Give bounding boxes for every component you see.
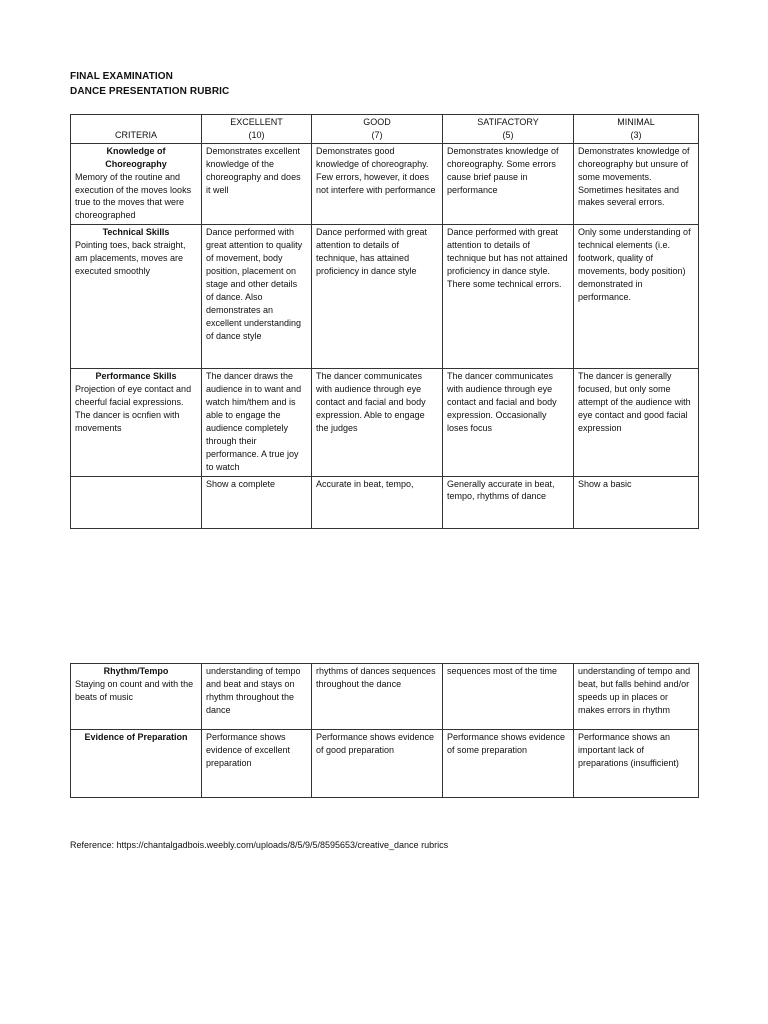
minimal-cell: The dancer is generally focused, but only some attempt of the audience with eye contact and good facial expression — [574, 369, 699, 476]
table-row — [71, 369, 699, 476]
good-cell: Dance performed with great attention to details of technique, has attained proficiency in dance style — [312, 225, 443, 369]
criteria-cell — [71, 369, 202, 476]
minimal-cell: Demonstrates knowledge of choreography but unsure of some movements. Sometimes hesitates and makes several errors. — [574, 143, 699, 224]
header-satisfactory — [443, 115, 574, 144]
criteria-name: Knowledge of Choreography — [105, 145, 167, 169]
reference-text: Reference: https://chantalgadbois.weebly.com/uploads/8/5/9/5/8595653/creative_dance rubrics — [70, 840, 449, 850]
header-row — [71, 115, 699, 144]
criteria-name: Performance Skills — [95, 371, 177, 382]
header-minimal-points: (3) — [630, 129, 642, 140]
rubric-table — [70, 114, 699, 529]
minimal-cell: Performance shows an important lack of preparations (insufficient) — [574, 730, 699, 798]
excellent-cell: understanding of tempo and beat and stays on rhythm throughout the dance — [202, 664, 312, 730]
exam-title: FINAL EXAMINATION — [70, 71, 173, 82]
header-minimal — [574, 115, 699, 144]
header-good — [312, 115, 443, 144]
header-good-label: GOOD — [363, 117, 391, 127]
excellent-cell: Performance shows evidence of excellent preparation — [202, 730, 312, 798]
satisfactory-cell: Demonstrates knowledge of choreography. Some errors cause brief pause in performance — [443, 143, 574, 224]
criteria-name: Technical Skills — [102, 227, 170, 238]
header-minimal-label: MINIMAL — [617, 117, 655, 127]
criteria-cell — [71, 225, 202, 369]
excellent-cell: Dance performed with great attention to quality of movement, body position, placement on stage and other details of dance. Also demonstrates an excellent understanding of dance style — [202, 225, 312, 369]
satisfactory-cell: Generally accurate in beat, tempo, rhythms of dance — [443, 476, 574, 528]
rubric-title: DANCE PRESENTATION RUBRIC — [70, 86, 230, 97]
header-excellent-points: (10) — [248, 129, 265, 140]
excellent-cell: The dancer draws the audience in to want and watch him/them and is able to engage the audience completely through their performance. A true joy to watch — [202, 369, 312, 476]
header-good-points: (7) — [371, 129, 383, 140]
satisfactory-cell: The dancer communicates with audience through eye contact and facial and body expression. Occasionally loses focus — [443, 369, 574, 476]
good-cell: Performance shows evidence of good preparation — [312, 730, 443, 798]
table-row — [71, 664, 699, 730]
rubric-table-continued — [70, 663, 699, 798]
header-satisfactory-points: (5) — [502, 129, 514, 140]
good-cell: Demonstrates good knowledge of choreography. Few errors, however, it does not interfere with performance — [312, 143, 443, 224]
table-row — [71, 143, 699, 224]
good-cell: rhythms of dances sequences throughout the dance — [312, 664, 443, 730]
satisfactory-cell: Dance performed with great attention to details of technique but has not attained proficiency in dance style. There some technical errors. — [443, 225, 574, 369]
good-cell: The dancer communicates with audience through eye contact and facial and body expression. Able to engage the judges — [312, 369, 443, 476]
minimal-cell: Only some understanding of technical elements (i.e. footwork, quality of movements, body position) demonstrated in performance. — [574, 225, 699, 369]
header-satisfactory-label: SATIFACTORY — [477, 117, 539, 127]
table-row — [71, 476, 699, 528]
excellent-cell: Show a complete — [202, 476, 312, 528]
header-excellent — [202, 115, 312, 144]
table-row — [71, 225, 699, 369]
criteria-name: Rhythm/Tempo — [103, 666, 169, 676]
satisfactory-cell: Performance shows evidence of some preparation — [443, 730, 574, 798]
criteria-cell — [71, 730, 202, 798]
good-cell: Accurate in beat, tempo, — [312, 476, 443, 528]
header-criteria — [71, 115, 202, 144]
criteria-cell — [71, 664, 202, 730]
minimal-cell: understanding of tempo and beat, but falls behind and/or speeds up in places or makes errors in rhythm — [574, 664, 699, 730]
header-criteria-label: CRITERIA — [114, 129, 157, 140]
header-excellent-label: EXCELLENT — [230, 117, 283, 127]
criteria-description: Projection of eye contact and cheerful facial expressions. The dancer is ocnfien with movements — [75, 384, 192, 433]
criteria-cell — [71, 476, 202, 528]
excellent-cell: Demonstrates excellent knowledge of the choreography and does it well — [202, 143, 312, 224]
criteria-description: Memory of the routine and execution of the moves looks true to the moves that were choreographed — [75, 171, 192, 221]
criteria-description: Staying on count and with the beats of music — [75, 678, 194, 702]
table-row — [71, 730, 699, 798]
minimal-cell: Show a basic — [574, 476, 699, 528]
criteria-cell — [71, 143, 202, 224]
criteria-name: Evidence of Preparation — [84, 732, 188, 742]
criteria-description: Pointing toes, back straight, am placements, moves are executed smoothly — [75, 240, 186, 276]
satisfactory-cell: sequences most of the time — [443, 664, 574, 730]
